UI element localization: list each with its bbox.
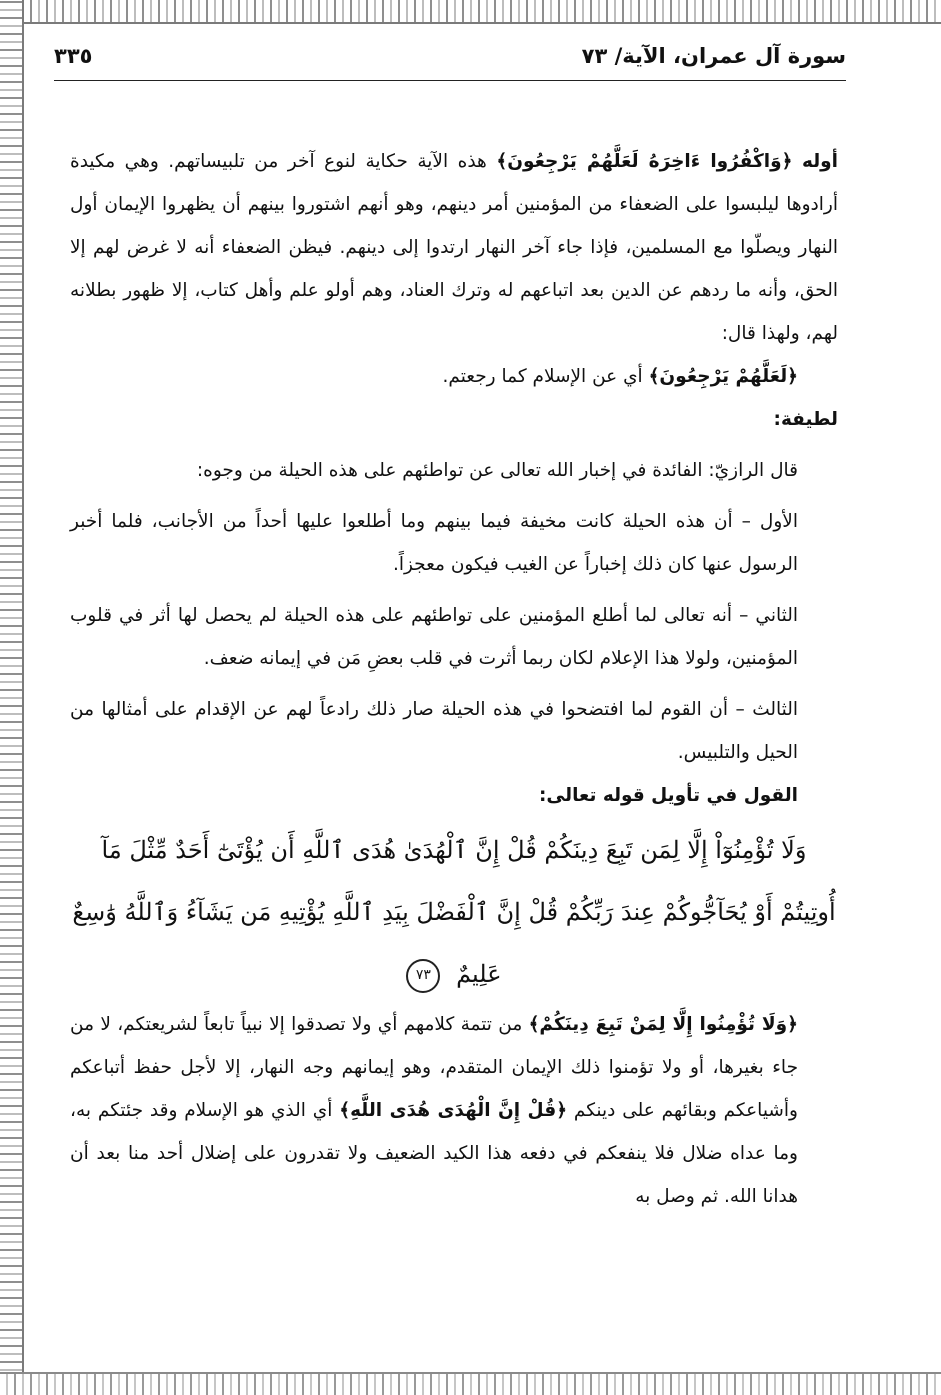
verse-line-3 — [70, 945, 838, 1003]
page-number: ٣٣٥ — [54, 44, 93, 68]
paragraph-6: الثالث – أن القوم لما افتضحوا في هذه الحيلة صار ذلك رادعاً لهم عن الإقدام على أمثالها من الحيل والتلبيس. — [70, 699, 798, 763]
verse-line-2: أُوتِيتُمْ أَوْ يُحَآجُّوكُمْ عِندَ رَبِّكُمْ قُلْ إِنَّ ٱلْفَضْلَ بِيَدِ ٱللَّهِ يُؤْتِيهِ مَن يَشَآءُ وَٱللَّهُ وَٰسِعٌ — [72, 898, 836, 926]
paragraph-7 — [70, 1003, 838, 1218]
paragraph-7-text-a: من تتمة كلامهم أي ولا تصدقوا إلا نبياً تابعاً لشريعتكم، لا من جاء بغيرها، أو ولا تؤمنوا ذلك الإيمان المتقدم، وهو إيمانهم وجه النهار، إلا لأجل حفظ أتباعكم وأشياعكم وبقائهم على دينكم — [70, 1014, 798, 1121]
paragraph-4: الأول – أن هذه الحيلة كانت مخيفة فيما بينهم وما أطلعوا عليها أحداً من الأجانب، فلما أخبر الرسول عنها كان ذلك إخباراً عن الغيب فيكون معجزاً. — [70, 511, 798, 575]
ayah-number-marker: ٧٣ — [406, 959, 440, 993]
quranic-quote: ﴿وَلَا تُؤْمِنُوا إِلَّا لِمَنْ تَبِعَ دِينَكُمْ﴾ — [528, 1014, 798, 1035]
quranic-quote: ﴿قُلْ إِنَّ الْهُدَى هُدَى اللَّهِ﴾ — [339, 1100, 568, 1121]
paragraph-3: قال الرازيّ: الفائدة في إخبار الله تعالى عن تواطئهم على هذه الحيلة من وجوه: — [196, 460, 798, 481]
verse-line-1: وَلَا تُؤْمِنُوٓاْ إِلَّا لِمَن تَبِعَ دِينَكُمْ قُلْ إِنَّ ٱلْهُدَىٰ هُدَى ٱللَّهِ أَن يُؤْتَىٰٓ أَحَدٌ مِّثْلَ مَآ — [101, 836, 807, 864]
page-border-bottom — [0, 1372, 941, 1395]
page-header — [54, 40, 846, 81]
page-body — [70, 140, 838, 1218]
page-border-left — [0, 0, 24, 1393]
paragraph-2 — [70, 355, 838, 398]
page-border-top — [0, 0, 941, 24]
paragraph-2-text: أي عن الإسلام كما رجعتم. — [442, 366, 643, 387]
quranic-quote: ﴿لَعَلَّهُمْ يَرْجِعُونَ﴾ — [648, 366, 798, 387]
paragraph-7-text-b: أي الذي هو الإسلام وقد جئتكم به، وما عداه ضلال فلا ينفعكم في دفعه هذا الكيد الضعيف ولا تقدرون على إضلال أحد منا بعد أن هدانا الله. ثم وصل به — [70, 1100, 798, 1207]
verse-line-3-text: عَلِيمٌ — [456, 960, 502, 988]
paragraph-1-open: أوله — [801, 151, 838, 172]
paragraph-1 — [70, 140, 838, 355]
running-title: سورة آل عمران، الآية/ ٧٣ — [581, 44, 846, 68]
quranic-quote: ﴿وَاكْفُرُوا ءَاخِرَهُ لَعَلَّهُمْ يَرْجِعُونَ﴾ — [496, 151, 793, 172]
section-heading-tafsir: القول في تأويل قوله تعالى: — [539, 785, 798, 806]
paragraph-5: الثاني – أنه تعالى لما أطلع المؤمنين على تواطئهم على هذه الحيلة لم يحصل لها أثر في قلوب المؤمنين، ولولا هذا الإعلام لكان ربما أثرت في قلب بعضِ مَن في إيمانه ضعف. — [70, 605, 798, 669]
paragraph-1-text: هذه الآية حكاية لنوع آخر من تلبيساتهم. وهي مكيدة أرادوها ليلبسوا على الضعفاء من المؤمنين أمر دينهم، وهو أنهم اشتوروا بينهم أن يظهروا الإيمان أول النهار ويصلّوا مع المسلمين، فإذا جاء آخر النهار ارتدوا إلى دينهم. فيظن الضعفاء أنه لا غرض لهم إلا الحق، وأنه ما ردهم عن الدين بعد اتباعهم له وترك العناد، وهم أولو علم وأهل كتاب، إلا ظهور بطلانه لهم، ولهذا قال: — [70, 151, 838, 344]
section-heading-latifa: لطيفة: — [773, 409, 838, 430]
